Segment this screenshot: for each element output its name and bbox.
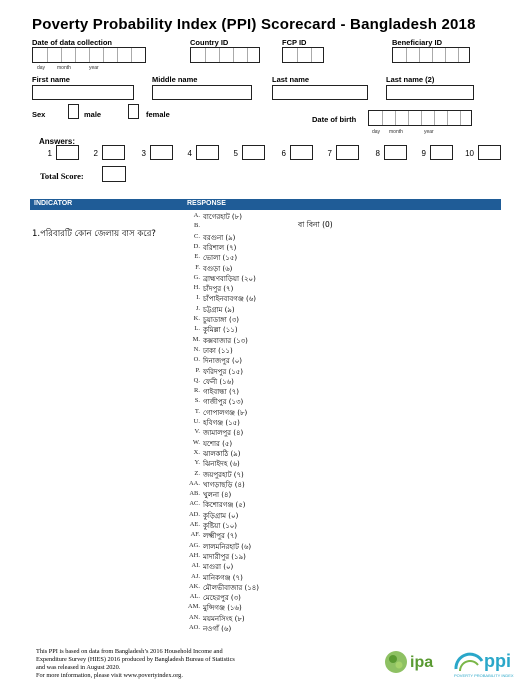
answer-number: 4 [187,149,192,158]
response-option[interactable] [178,469,338,479]
answer-box-4[interactable] [196,145,219,160]
option-label: ভোলা (১৫) [203,254,238,263]
option-key: AJ. [191,572,200,580]
response-option[interactable] [178,211,338,221]
option-key: AN. [188,613,200,621]
table-header [30,199,501,210]
last-name-label: Last name [272,75,310,84]
response-option[interactable] [178,366,338,376]
ipa-logo [384,645,444,679]
option-label: গাইবান্ধা (৭) [203,388,239,397]
option-label: বরিশাল (৭) [203,243,237,252]
option-label: ময়মনসিংহ (৮) [203,614,245,623]
female-label: female [146,110,170,119]
option-key: AC. [189,500,200,508]
footer-line-1: This PPI is based on data from Bangladesh’s 2016 Household Income and [36,648,223,655]
indicator-header: INDICATOR [34,200,73,207]
option-key: K. [193,315,200,322]
response-header: RESPONSE [187,200,226,207]
answer-box-3[interactable] [150,145,173,160]
last-name-field[interactable] [272,85,368,100]
option-key: C. [194,232,200,240]
option-key: M. [192,335,200,343]
option-label: জয়পুরহাট (৭) [203,470,244,479]
option-key: AE. [189,521,200,528]
question-1: 1.পরিবারটি কোন জেলায় বাস করে? [32,229,156,239]
female-checkbox[interactable] [128,104,139,119]
response-option[interactable] [178,417,338,427]
response-option[interactable] [178,273,338,283]
response-option[interactable] [178,613,338,623]
response-option[interactable] [178,386,338,396]
response-option[interactable] [178,582,338,592]
dob-month-caption: month [389,129,403,135]
option-key: S. [194,397,200,405]
response-option[interactable] [178,510,338,520]
option-label: গোপালগঞ্জ (৮) [203,408,248,417]
response-option[interactable] [178,572,338,582]
response-option[interactable] [178,407,338,417]
option-label: ঢাকা (১১) [203,346,233,355]
response-option[interactable] [178,242,338,252]
year-caption: year [89,65,99,71]
collection-date-field[interactable] [32,47,146,63]
response-option[interactable] [178,499,338,509]
response-option[interactable] [178,304,338,314]
answer-box-7[interactable] [336,145,359,160]
ipa-logo-text: ipa [410,654,434,671]
response-option[interactable] [178,396,338,406]
option-label: চুয়াডাঙ্গা (৩) [203,316,240,324]
sex-label: Sex [32,110,46,119]
option-key: AB. [189,490,200,498]
total-score-label: Total Score: [40,171,84,181]
option-key: X. [193,448,200,456]
option-label: কুমিল্লা (১১) [203,326,238,335]
dob-day-caption: day [372,129,381,135]
beneficiary-id-field[interactable] [392,47,470,63]
option-label: নওগাঁ (৬) [203,625,232,633]
middle-name-field[interactable] [152,85,252,100]
response-option[interactable] [178,221,338,231]
option-label: হবিগঞ্জ (১৫) [203,419,240,427]
option-label: লালমনিরহাট (৬) [203,542,252,551]
beneficiary-id-label: Beneficiary ID [392,38,443,47]
option-label: কিশোরগঞ্জ (৫) [203,501,246,510]
response-option[interactable] [178,355,338,365]
response-option[interactable] [178,561,338,571]
answer-box-9[interactable] [430,145,453,160]
first-name-label: First name [32,75,70,84]
option-key: Q. [193,376,200,384]
option-key: AI. [191,562,200,570]
option-key: Y. [194,459,200,467]
option-key: B. [194,222,200,230]
option-key: AD. [188,510,200,518]
response-option[interactable] [178,551,338,561]
option-key: AG. [188,541,200,549]
points-header: বা বিনা (0) [298,220,333,229]
response-option[interactable] [178,232,338,242]
response-option[interactable] [178,448,338,458]
option-key: AF. [190,531,200,539]
response-option[interactable] [178,623,338,633]
answers-label: Answers: [39,137,76,146]
option-key: AM. [187,603,200,611]
month-caption: month [57,65,71,71]
response-option[interactable] [178,592,338,602]
footer-line-3: and was released in August 2020. [36,664,121,671]
response-option[interactable] [178,479,338,489]
option-label: কুষ্টিয়া (১০) [203,522,238,530]
option-label: বাগেরহাট (৮) [203,213,242,221]
ppi-logo-text: ppi [484,651,511,671]
option-label: মাদারীপুর (১৯) [203,552,246,561]
response-option[interactable] [178,489,338,499]
dob-field[interactable] [368,110,472,126]
option-key: H. [193,284,200,292]
option-key: AL. [189,593,200,601]
footer-line-4: For more information, please visit www.povertyindex.org. [36,672,183,679]
option-label: চট্টগ্রাম (৯) [203,305,235,314]
footer-note [36,648,306,680]
page-title: Poverty Probability Index (PPI) Scorecard - Bangladesh 2018 [32,16,476,33]
first-name-field[interactable] [32,85,134,100]
last-name-2-label: Last name (2) [386,75,435,84]
option-label: মৌলভীবাজার (১৪) [203,583,260,592]
option-key: AA. [188,479,200,487]
response-option[interactable] [178,263,338,273]
option-label: মাগুরা (০) [203,563,234,572]
option-key: P. [195,366,200,374]
day-caption: day [37,65,46,71]
option-label: যশোর (৫) [203,439,233,448]
option-label: মানিকগঞ্জ (৭) [203,573,243,582]
middle-name-label: Middle name [152,75,198,84]
answer-number: 9 [421,149,426,158]
response-option[interactable] [178,427,338,437]
response-option[interactable] [178,293,338,303]
option-key: R. [194,387,200,395]
option-label: বগুড়া (৬) [203,264,233,273]
option-key: E. [194,253,200,261]
response-option[interactable] [178,345,338,355]
answer-number: 6 [281,149,286,158]
option-key: N. [193,345,200,353]
response-option[interactable] [178,335,338,345]
option-key: T. [194,407,200,415]
male-label: male [84,110,102,119]
option-label: কক্সবাজার (১৩) [203,336,248,345]
option-key: U. [193,418,200,425]
option-label: ফরিদপুর (১৫) [203,367,244,376]
ppi-tagline: POVERTY PROBABILITY INDEX [454,673,514,678]
option-label: বরগুনা (৯) [203,233,236,242]
response-option[interactable] [178,602,338,612]
option-label: মেহেরপুর (৩) [203,594,241,603]
answer-number: 2 [93,149,98,158]
country-id-field[interactable] [190,47,260,63]
response-option[interactable] [178,520,338,530]
answer-box-1[interactable] [56,145,79,160]
option-label: গাজীপুর (১৩) [203,398,244,407]
fcp-id-label: FCP ID [282,38,307,47]
response-option[interactable] [178,314,338,324]
response-option[interactable] [178,324,338,334]
option-label: চাঁপাইনবাবগঞ্জ (৬) [203,295,257,304]
option-key: L. [194,325,200,333]
male-checkbox[interactable] [68,104,79,119]
option-key: I. [196,294,200,302]
footer-line-2: Expenditure Survey (HIES) 2016 produced by Bangladesh Bureau of Statistics [36,656,235,663]
date-label: Date of data collection [32,38,113,47]
option-label: জামালপুর (৪) [203,429,244,438]
dob-label: Date of birth [312,115,357,124]
response-option[interactable] [178,252,338,262]
option-key: AK. [188,582,200,590]
option-key: V. [194,428,200,436]
response-option[interactable] [178,530,338,540]
answer-box-2[interactable] [102,145,125,160]
option-key: G. [193,273,200,281]
answer-number: 8 [375,149,380,158]
option-key: Z. [194,469,200,477]
option-label: ফেনী (১৬) [203,377,234,386]
total-score-field[interactable] [102,166,126,182]
answer-number: 7 [327,149,332,158]
option-key: AO. [188,624,200,631]
option-key: A. [193,212,200,219]
response-option[interactable] [178,438,338,448]
response-option[interactable] [178,458,338,468]
option-key: D. [193,242,200,250]
last-name-2-field[interactable] [386,85,474,100]
answer-number: 10 [465,149,474,158]
option-label: ঝালকাঠি (৯) [203,449,241,458]
option-label: দিনাজপুর (০) [203,357,242,366]
fcp-id-field[interactable] [282,47,324,63]
option-label: ঝিনাইদহ (৬) [203,460,240,469]
dob-year-caption: year [424,129,434,135]
ppi-logo [452,645,522,679]
answer-box-6[interactable] [290,145,313,160]
answer-box-8[interactable] [384,145,407,160]
option-key: AH. [188,551,200,559]
option-key: W. [192,438,200,446]
country-id-label: Country ID [190,38,229,47]
option-label: ব্রাহ্মণবাড়িয়া (২০) [203,274,256,283]
response-option[interactable] [178,541,338,551]
option-label: খুলনা (৪) [203,491,232,500]
option-label: কুড়িগ্রাম (০) [203,511,239,520]
option-label: মুন্সিগঞ্জ (১৬) [203,604,242,613]
option-label: লক্ষ্মীপুর (৭) [203,532,238,541]
answer-box-5[interactable] [242,145,265,160]
option-label: চাঁদপুর (৭) [203,285,234,294]
option-key: O. [193,356,200,364]
option-key: J. [195,304,200,312]
answer-number: 5 [233,149,238,158]
response-option[interactable] [178,283,338,293]
option-label: খাগড়াছড়ি (৪) [203,480,245,489]
answer-box-10[interactable] [478,145,501,160]
response-option[interactable] [178,376,338,386]
answer-number: 3 [141,149,146,158]
option-key: F. [195,263,200,271]
answer-number: 1 [47,149,52,158]
